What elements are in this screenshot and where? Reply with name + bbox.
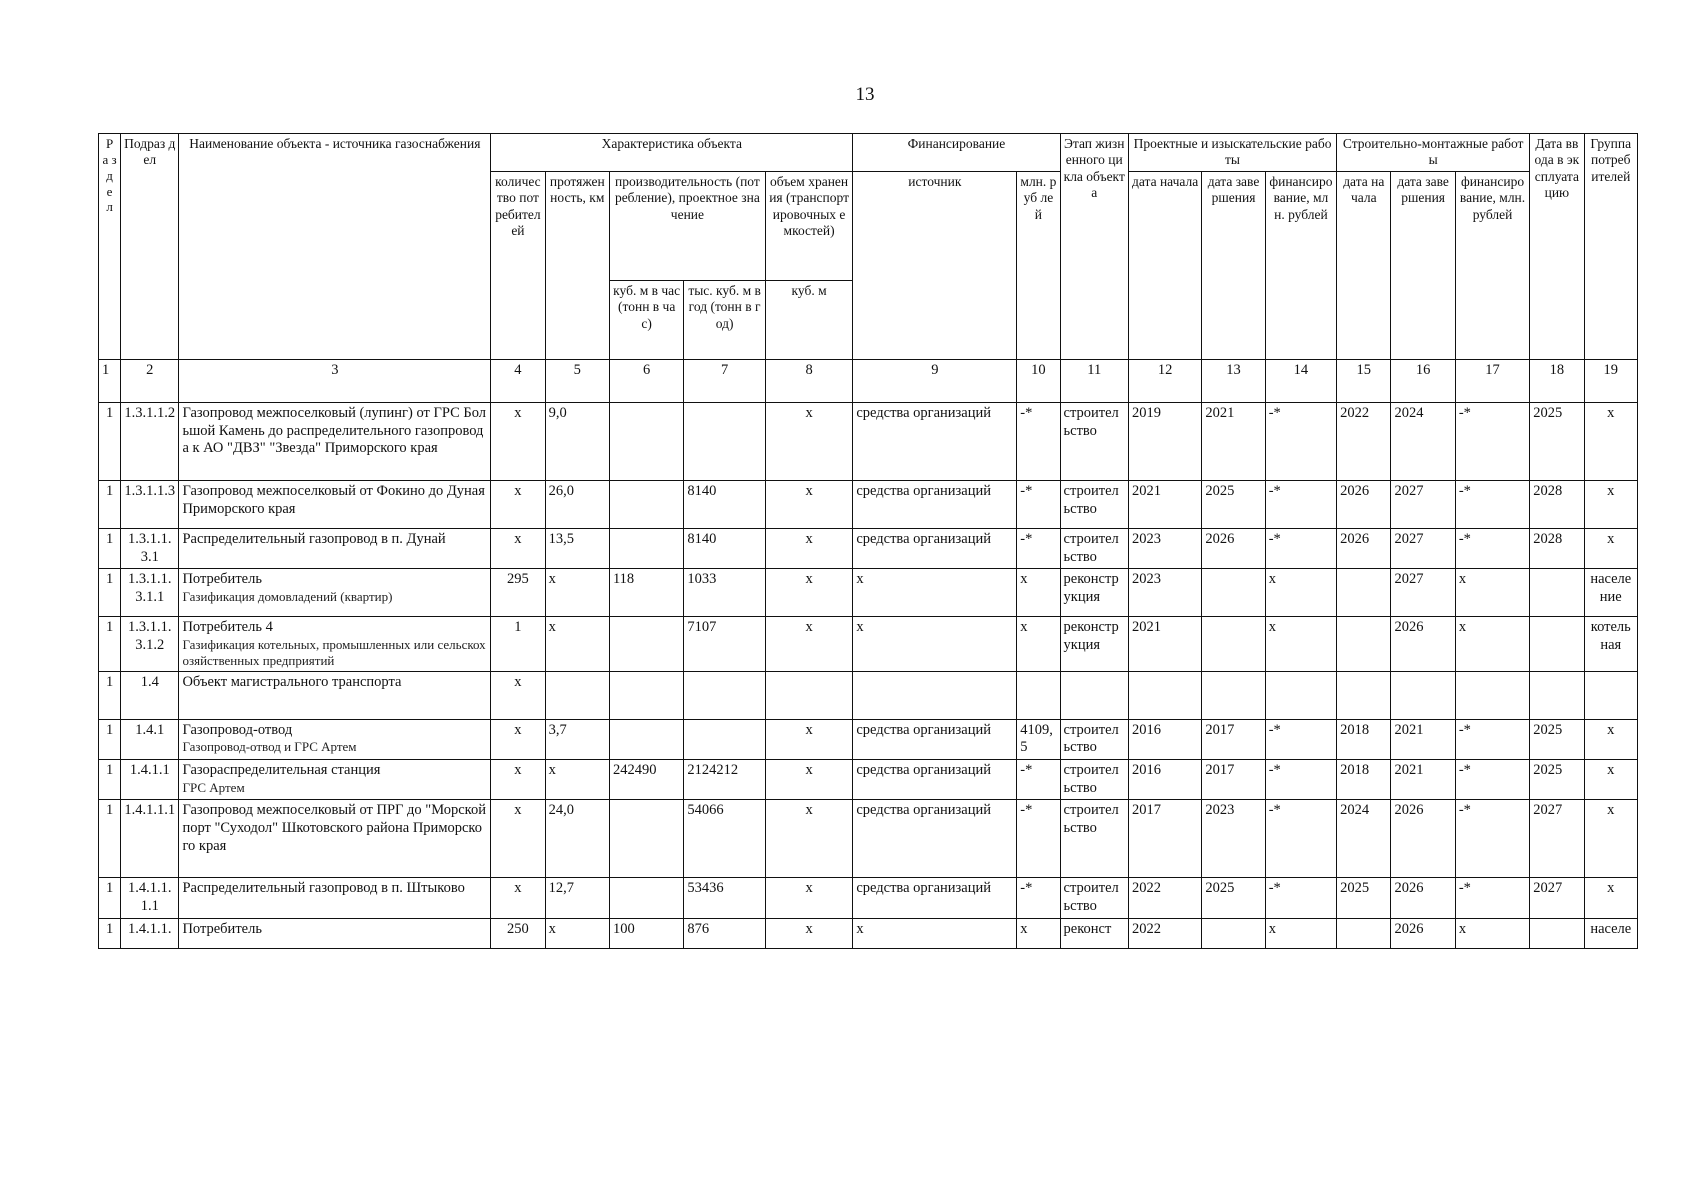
row-source: средства организаций [853, 402, 1017, 480]
row-design-financing: -* [1265, 878, 1336, 918]
column-number: 8 [765, 359, 853, 402]
row-construction-end: 2021 [1391, 719, 1455, 759]
row-design-financing: х [1265, 569, 1336, 617]
header-per-hour: куб. м в час (тонн в час) [609, 280, 683, 359]
row-length [545, 671, 609, 719]
header-construction-start: дата начала [1337, 171, 1391, 359]
row-stage: строительство [1060, 528, 1128, 568]
row-per-hour [609, 878, 683, 918]
row-podrazdel: 1.3.1.1.3.1.2 [121, 617, 179, 671]
row-object-description: Газопровод-отвод и ГРС Артем [182, 739, 357, 755]
row-source: средства организаций [853, 760, 1017, 800]
row-construction-financing: -* [1455, 878, 1529, 918]
column-number: 19 [1584, 359, 1637, 402]
header-mln-rub: млн. руб лей [1017, 171, 1060, 359]
row-length: х [545, 617, 609, 671]
row-construction-financing: х [1455, 617, 1529, 671]
column-number: 1 [99, 359, 121, 402]
row-razdel: 1 [99, 760, 121, 800]
row-podrazdel: 1.4.1 [121, 719, 179, 759]
header-construction-works: Строительно-монтажные работы [1337, 134, 1530, 172]
row-design-financing: -* [1265, 760, 1336, 800]
row-construction-financing: -* [1455, 800, 1529, 878]
row-design-end: 2025 [1202, 480, 1265, 528]
page-number: 13 [855, 84, 875, 105]
row-per-year: 1033 [684, 569, 765, 617]
row-design-financing: х [1265, 617, 1336, 671]
row-object-name: Потребитель 4 [182, 619, 273, 636]
table-row [99, 402, 1638, 480]
row-quantity: 250 [491, 918, 545, 948]
table-row [99, 528, 1638, 568]
row-object-name-cell [179, 878, 491, 918]
row-object-name-cell [179, 617, 491, 671]
row-podrazdel: 1.3.1.1.3.1.1 [121, 569, 179, 617]
header-storage: объем хранения (транспортировочных емкостей) [765, 171, 853, 280]
row-stage: строительство [1060, 402, 1128, 480]
row-object-name: Газопровод-отвод [182, 721, 293, 738]
row-design-start: 2019 [1128, 402, 1201, 480]
column-number: 9 [853, 359, 1017, 402]
row-consumer-group: х [1584, 878, 1637, 918]
table-row [99, 671, 1638, 719]
row-storage: х [765, 760, 853, 800]
row-design-financing [1265, 671, 1336, 719]
row-mln-rub: -* [1017, 760, 1060, 800]
header-date-commission: Дата ввода в эксплуатацию [1530, 134, 1584, 360]
row-quantity: х [491, 719, 545, 759]
row-source: средства организаций [853, 480, 1017, 528]
row-storage: х [765, 878, 853, 918]
row-razdel: 1 [99, 528, 121, 568]
row-design-end: 2026 [1202, 528, 1265, 568]
row-object-name-cell [179, 719, 491, 759]
row-construction-end: 2027 [1391, 528, 1455, 568]
row-object-name-cell [179, 528, 491, 568]
row-mln-rub: 4109,5 [1017, 719, 1060, 759]
row-quantity: х [491, 671, 545, 719]
table-row [99, 918, 1638, 948]
row-length: 13,5 [545, 528, 609, 568]
column-numbers-row [99, 359, 1638, 402]
row-design-start: 2021 [1128, 617, 1201, 671]
gas-objects-table [98, 133, 1638, 949]
row-per-hour [609, 528, 683, 568]
row-per-hour [609, 480, 683, 528]
row-mln-rub: -* [1017, 800, 1060, 878]
row-design-end [1202, 617, 1265, 671]
row-design-start: 2021 [1128, 480, 1201, 528]
header-construction-financing: финансирование, млн. рублей [1455, 171, 1529, 359]
row-design-end: 2025 [1202, 878, 1265, 918]
row-consumer-group: х [1584, 719, 1637, 759]
header-consumer-group: Группа потребителей [1584, 134, 1637, 360]
row-razdel: 1 [99, 878, 121, 918]
row-design-financing: -* [1265, 528, 1336, 568]
row-quantity: х [491, 800, 545, 878]
row-construction-end: 2026 [1391, 800, 1455, 878]
row-per-hour [609, 617, 683, 671]
row-length: х [545, 918, 609, 948]
row-date-commission: 2027 [1530, 878, 1584, 918]
row-quantity: 1 [491, 617, 545, 671]
row-per-year: 2124212 [684, 760, 765, 800]
row-construction-end: 2027 [1391, 569, 1455, 617]
row-mln-rub: х [1017, 617, 1060, 671]
header-source: источник [853, 171, 1017, 359]
column-number: 10 [1017, 359, 1060, 402]
row-design-start: 2022 [1128, 878, 1201, 918]
row-podrazdel: 1.4 [121, 671, 179, 719]
column-number: 12 [1128, 359, 1201, 402]
row-construction-financing: -* [1455, 402, 1529, 480]
row-razdel: 1 [99, 402, 121, 480]
row-construction-start: 2025 [1337, 878, 1391, 918]
row-construction-end: 2021 [1391, 760, 1455, 800]
row-source: средства организаций [853, 878, 1017, 918]
row-design-end [1202, 918, 1265, 948]
row-stage: строительство [1060, 878, 1128, 918]
row-per-year: 876 [684, 918, 765, 948]
row-object-name: Газопровод межпоселковый (лупинг) от ГРС Большой Камень до распределительного газопровода к АО "ДВЗ" "Звезда" Приморского края [182, 404, 487, 457]
row-object-name-cell [179, 800, 491, 878]
row-per-hour [609, 671, 683, 719]
row-design-start: 2023 [1128, 569, 1201, 617]
header-design-start: дата начала [1128, 171, 1201, 359]
row-podrazdel: 1.3.1.1.2 [121, 402, 179, 480]
row-mln-rub: х [1017, 918, 1060, 948]
header-length: протяженность, км [545, 171, 609, 359]
row-construction-end: 2026 [1391, 918, 1455, 948]
row-design-end: 2023 [1202, 800, 1265, 878]
table-row [99, 480, 1638, 528]
row-construction-end: 2026 [1391, 878, 1455, 918]
row-per-hour: 242490 [609, 760, 683, 800]
row-storage [765, 671, 853, 719]
row-per-year: 7107 [684, 617, 765, 671]
row-construction-end [1391, 671, 1455, 719]
column-number: 14 [1265, 359, 1336, 402]
header-design-financing: финансирование, млн. рублей [1265, 171, 1336, 359]
row-construction-end: 2026 [1391, 617, 1455, 671]
row-consumer-group: населе [1584, 918, 1637, 948]
row-design-financing: -* [1265, 402, 1336, 480]
row-consumer-group: население [1584, 569, 1637, 617]
row-construction-end: 2027 [1391, 480, 1455, 528]
row-design-financing: -* [1265, 480, 1336, 528]
column-number: 15 [1337, 359, 1391, 402]
row-stage: реконструкция [1060, 617, 1128, 671]
row-design-start: 2016 [1128, 719, 1201, 759]
row-construction-start [1337, 671, 1391, 719]
row-stage [1060, 671, 1128, 719]
row-mln-rub: -* [1017, 402, 1060, 480]
row-quantity: х [491, 402, 545, 480]
row-storage: х [765, 402, 853, 480]
row-construction-start [1337, 569, 1391, 617]
row-podrazdel: 1.4.1.1. [121, 918, 179, 948]
table-row [99, 719, 1638, 759]
header-construction-end: дата завершения [1391, 171, 1455, 359]
row-object-name: Распределительный газопровод в п. Дунай [182, 530, 446, 547]
row-consumer-group: х [1584, 480, 1637, 528]
row-quantity: 295 [491, 569, 545, 617]
row-per-hour: 100 [609, 918, 683, 948]
column-number: 2 [121, 359, 179, 402]
table-row [99, 878, 1638, 918]
row-length: х [545, 760, 609, 800]
column-number: 13 [1202, 359, 1265, 402]
row-object-name-cell [179, 480, 491, 528]
row-date-commission: 2025 [1530, 760, 1584, 800]
row-length: 12,7 [545, 878, 609, 918]
row-quantity: х [491, 760, 545, 800]
row-razdel: 1 [99, 480, 121, 528]
row-object-name-cell [179, 402, 491, 480]
row-construction-start: 2018 [1337, 719, 1391, 759]
row-construction-start: 2024 [1337, 800, 1391, 878]
row-per-year [684, 402, 765, 480]
row-object-name: Распределительный газопровод в п. Штыково [182, 880, 465, 897]
header-podrazdel: Подраз дел [121, 134, 179, 360]
row-razdel: 1 [99, 800, 121, 878]
row-mln-rub [1017, 671, 1060, 719]
row-design-financing: -* [1265, 719, 1336, 759]
row-mln-rub: -* [1017, 878, 1060, 918]
row-stage: строительство [1060, 760, 1128, 800]
row-length: 3,7 [545, 719, 609, 759]
table-row [99, 760, 1638, 800]
row-per-year: 54066 [684, 800, 765, 878]
row-consumer-group [1584, 671, 1637, 719]
row-object-name: Газопровод межпоселковый от ПРГ до "Морской порт "Суходол" Шкотовского района Приморского края [182, 802, 486, 854]
row-object-name: Газопровод межпоселковый от Фокино до Дуная Приморского края [182, 482, 485, 517]
row-storage: х [765, 918, 853, 948]
row-razdel: 1 [99, 719, 121, 759]
row-construction-start: 2022 [1337, 402, 1391, 480]
row-consumer-group: х [1584, 760, 1637, 800]
header-object-name: Наименование объекта - источника газоснабжения [179, 134, 491, 360]
header-stage: Этап жизненного цикла объекта [1060, 134, 1128, 360]
row-razdel: 1 [99, 569, 121, 617]
row-date-commission [1530, 671, 1584, 719]
header-characteristics: Характеристика объекта [491, 134, 853, 172]
row-per-hour [609, 402, 683, 480]
row-podrazdel: 1.3.1.1.3.1 [121, 528, 179, 568]
row-quantity: х [491, 480, 545, 528]
row-construction-start [1337, 918, 1391, 948]
row-consumer-group: х [1584, 402, 1637, 480]
row-object-name-cell [179, 671, 491, 719]
row-per-hour [609, 719, 683, 759]
header-design-end: дата завершения [1202, 171, 1265, 359]
row-object-description: ГРС Артем [182, 779, 245, 795]
row-object-name-cell [179, 760, 491, 800]
row-source: средства организаций [853, 528, 1017, 568]
row-design-end: 2017 [1202, 760, 1265, 800]
row-object-name-cell [179, 569, 491, 617]
row-consumer-group: х [1584, 800, 1637, 878]
row-object-name-cell [179, 918, 491, 948]
column-number: 6 [609, 359, 683, 402]
row-mln-rub: х [1017, 569, 1060, 617]
row-stage: реконструкция [1060, 569, 1128, 617]
row-design-financing: х [1265, 918, 1336, 948]
table-row [99, 800, 1638, 878]
row-design-start: 2023 [1128, 528, 1201, 568]
row-source [853, 671, 1017, 719]
row-storage: х [765, 800, 853, 878]
row-construction-financing: -* [1455, 760, 1529, 800]
row-construction-start: 2026 [1337, 528, 1391, 568]
row-construction-financing [1455, 671, 1529, 719]
row-podrazdel: 1.4.1.1 [121, 760, 179, 800]
row-source: х [853, 569, 1017, 617]
row-construction-financing: -* [1455, 480, 1529, 528]
row-date-commission: 2028 [1530, 528, 1584, 568]
header-productivity: производительность (потребление), проектное значение [609, 171, 765, 280]
table-row [99, 617, 1638, 671]
header-razdel: Р а з д е л [99, 134, 121, 360]
row-stage: строительство [1060, 800, 1128, 878]
row-consumer-group: котельная [1584, 617, 1637, 671]
row-object-description: Газификация домовладений (квартир) [182, 589, 393, 604]
row-construction-start: 2026 [1337, 480, 1391, 528]
column-number: 3 [179, 359, 491, 402]
row-podrazdel: 1.4.1.1.1 [121, 800, 179, 878]
header-design-works: Проектные и изыскательские работы [1128, 134, 1336, 172]
row-podrazdel: 1.3.1.1.3 [121, 480, 179, 528]
row-date-commission: 2028 [1530, 480, 1584, 528]
row-date-commission [1530, 918, 1584, 948]
column-number: 4 [491, 359, 545, 402]
table-row [99, 569, 1638, 617]
row-per-year [684, 719, 765, 759]
row-stage: строительство [1060, 480, 1128, 528]
row-per-year: 8140 [684, 480, 765, 528]
row-design-start: 2022 [1128, 918, 1201, 948]
column-number: 5 [545, 359, 609, 402]
row-date-commission: 2025 [1530, 719, 1584, 759]
row-source: средства организаций [853, 719, 1017, 759]
row-mln-rub: -* [1017, 480, 1060, 528]
row-per-year [684, 671, 765, 719]
row-storage: х [765, 569, 853, 617]
row-construction-start: 2018 [1337, 760, 1391, 800]
row-per-year: 8140 [684, 528, 765, 568]
row-storage: х [765, 480, 853, 528]
row-length: 26,0 [545, 480, 609, 528]
column-number: 11 [1060, 359, 1128, 402]
row-construction-financing: -* [1455, 528, 1529, 568]
row-date-commission: 2027 [1530, 800, 1584, 878]
row-design-end [1202, 569, 1265, 617]
row-length: 9,0 [545, 402, 609, 480]
row-length: 24,0 [545, 800, 609, 878]
row-object-name: Газораспределительная станция [182, 762, 381, 779]
row-source: х [853, 918, 1017, 948]
row-per-hour: 118 [609, 569, 683, 617]
row-razdel: 1 [99, 671, 121, 719]
row-date-commission [1530, 569, 1584, 617]
row-design-start: 2016 [1128, 760, 1201, 800]
header-quantity: количество потребителей [491, 171, 545, 359]
row-design-start [1128, 671, 1201, 719]
header-cubic-meters: куб. м [765, 280, 853, 359]
column-number: 18 [1530, 359, 1584, 402]
row-quantity: х [491, 528, 545, 568]
row-date-commission [1530, 617, 1584, 671]
row-storage: х [765, 719, 853, 759]
row-object-name: Объект магистрального транспорта [182, 673, 402, 690]
row-object-description: Газификация котельных, промышленных или сельскохозяйственных предприятий [182, 637, 486, 668]
column-number: 7 [684, 359, 765, 402]
row-object-name: Потребитель [182, 920, 262, 937]
row-quantity: х [491, 878, 545, 918]
row-design-end: 2021 [1202, 402, 1265, 480]
row-construction-end: 2024 [1391, 402, 1455, 480]
row-date-commission: 2025 [1530, 402, 1584, 480]
row-construction-start [1337, 617, 1391, 671]
row-storage: х [765, 528, 853, 568]
row-mln-rub: -* [1017, 528, 1060, 568]
row-consumer-group: х [1584, 528, 1637, 568]
row-construction-financing: х [1455, 918, 1529, 948]
row-construction-financing: х [1455, 569, 1529, 617]
row-design-start: 2017 [1128, 800, 1201, 878]
row-design-end [1202, 671, 1265, 719]
table-body [99, 402, 1638, 948]
row-podrazdel: 1.4.1.1.1.1 [121, 878, 179, 918]
row-object-name: Потребитель [182, 571, 262, 588]
row-construction-financing: -* [1455, 719, 1529, 759]
row-source: средства организаций [853, 800, 1017, 878]
header-financing: Финансирование [853, 134, 1060, 172]
row-razdel: 1 [99, 918, 121, 948]
row-stage: строительство [1060, 719, 1128, 759]
header-per-year: тыс. куб. м в год (тонн в год) [684, 280, 765, 359]
row-per-year: 53436 [684, 878, 765, 918]
row-razdel: 1 [99, 617, 121, 671]
column-number: 16 [1391, 359, 1455, 402]
row-per-hour [609, 800, 683, 878]
row-source: х [853, 617, 1017, 671]
row-design-financing: -* [1265, 800, 1336, 878]
row-stage: реконст [1060, 918, 1128, 948]
row-design-end: 2017 [1202, 719, 1265, 759]
row-storage: х [765, 617, 853, 671]
column-number: 17 [1455, 359, 1529, 402]
row-length: х [545, 569, 609, 617]
